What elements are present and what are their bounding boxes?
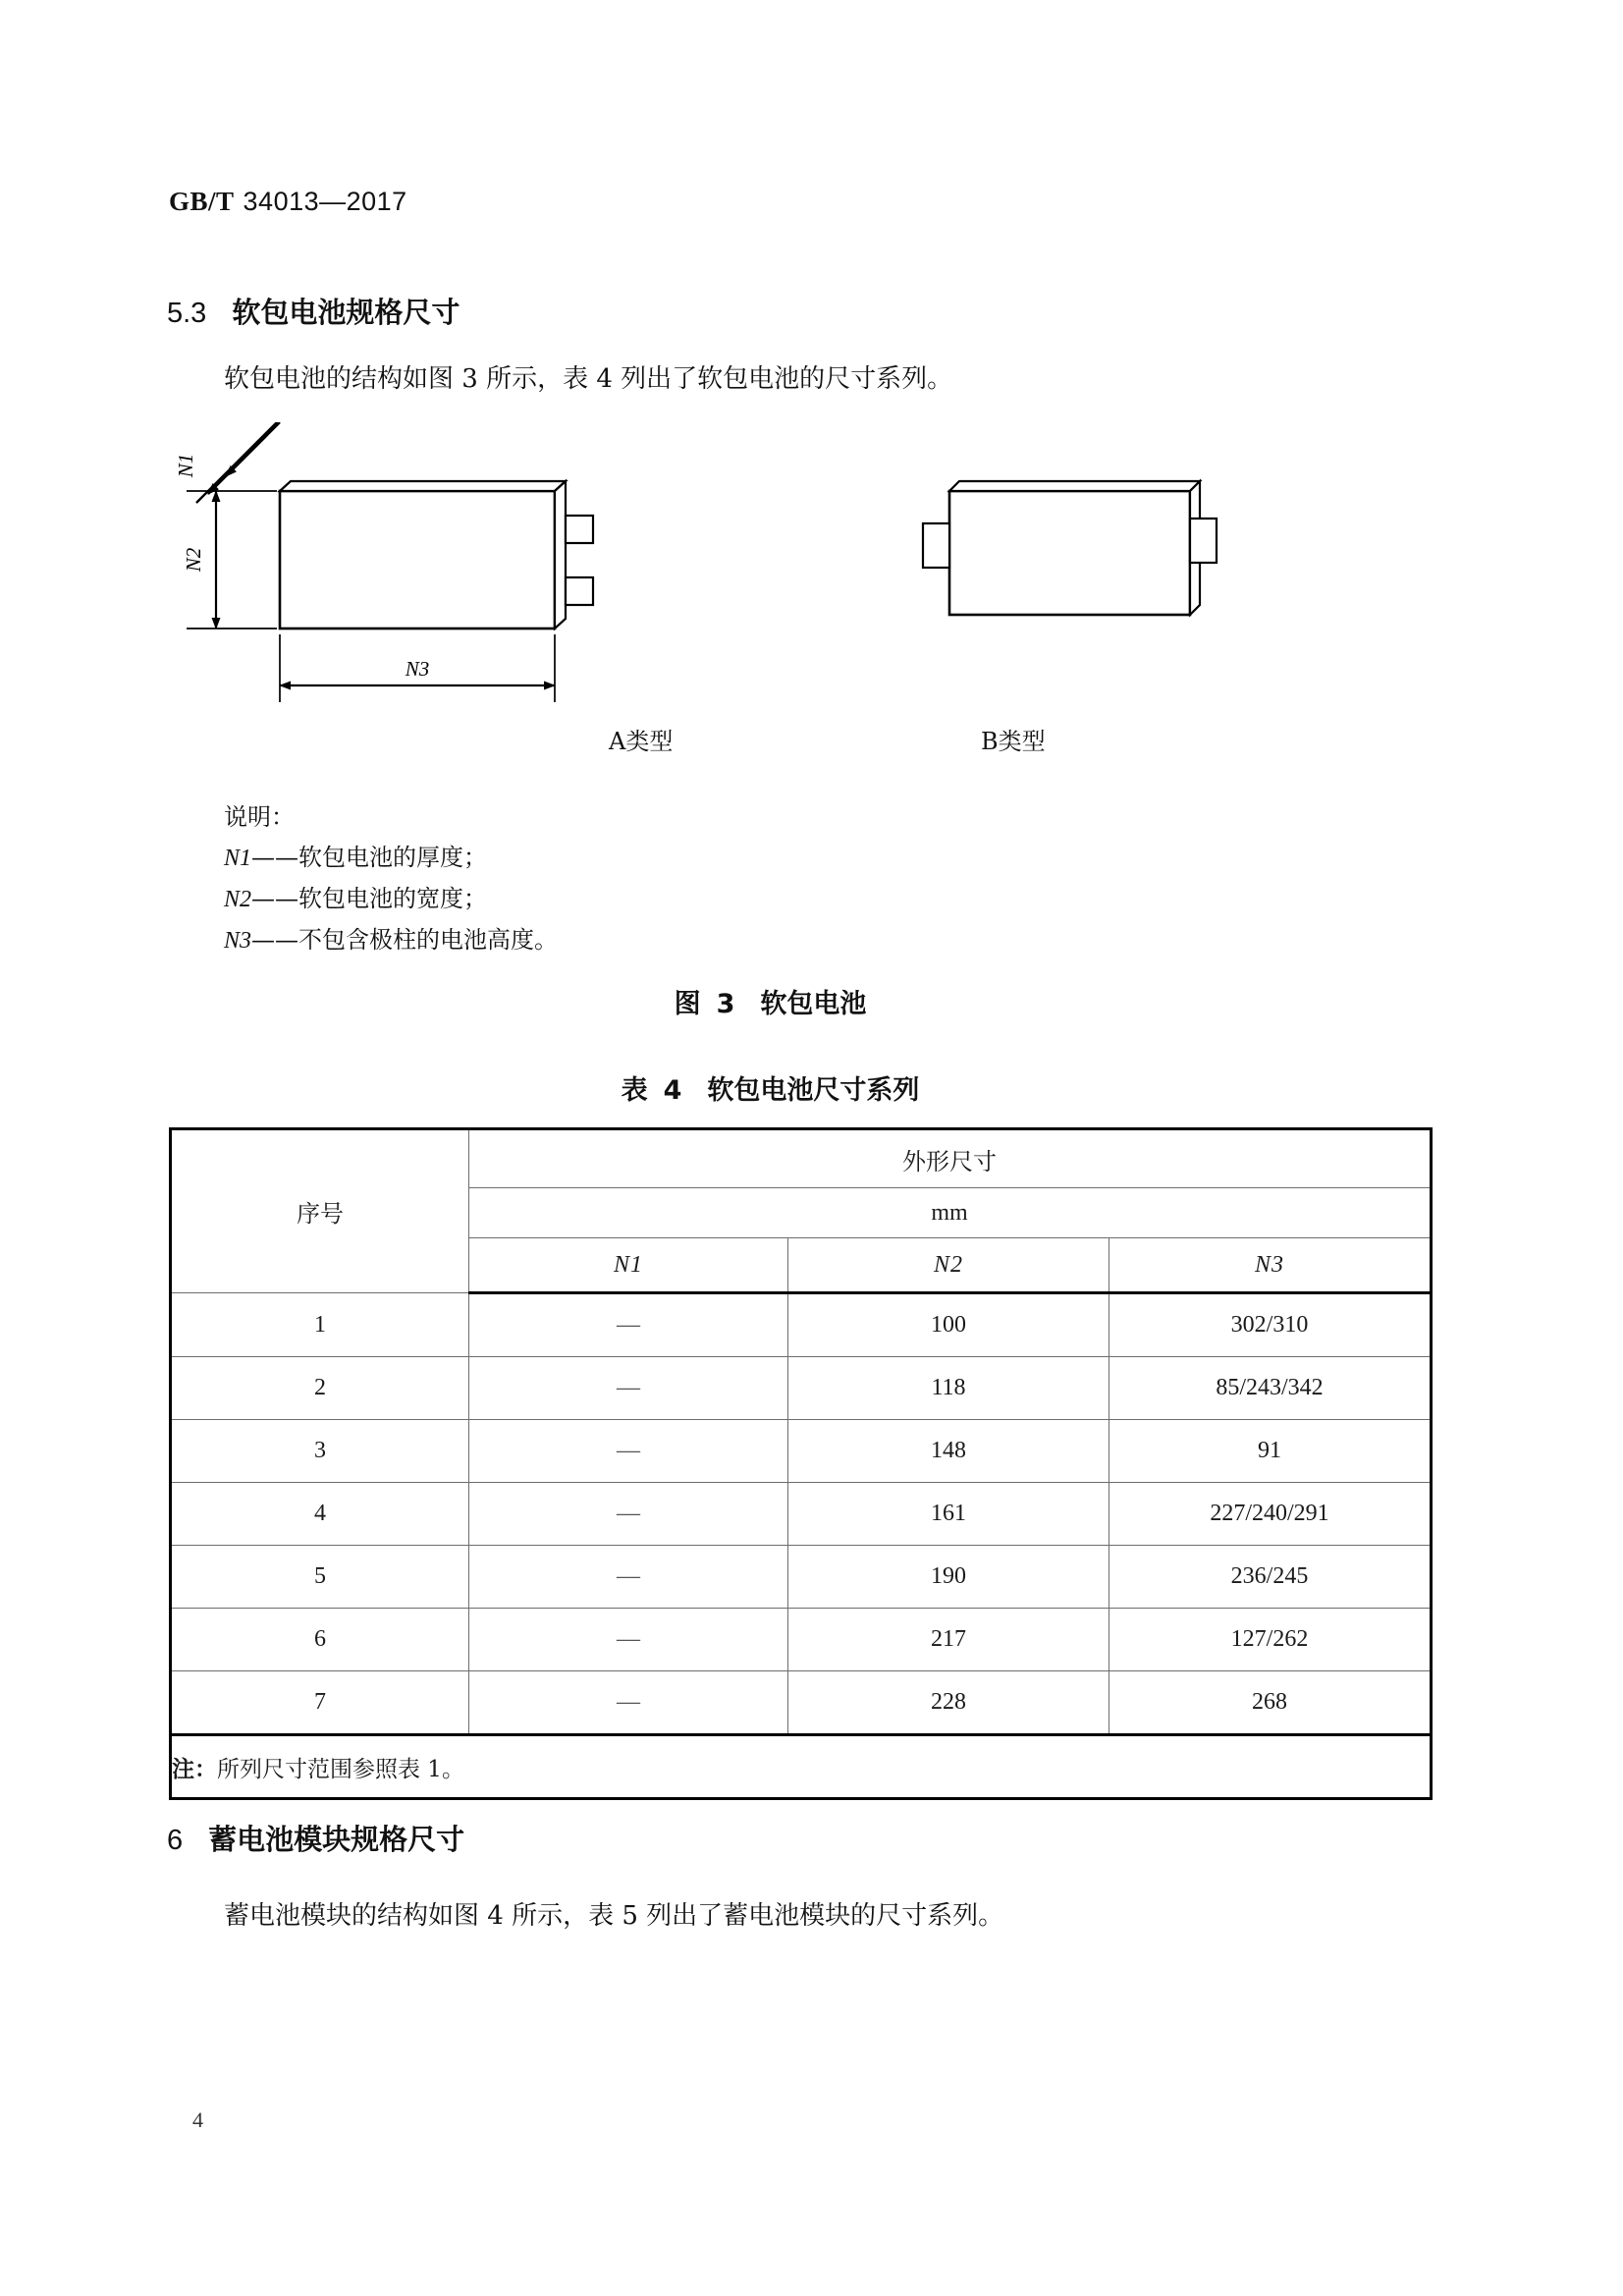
table-row (171, 1609, 1432, 1671)
legend-symbol-n1: N1 (224, 846, 252, 871)
figure-title-text: 软包电池 (760, 989, 867, 1019)
cell-n3: 91 (1109, 1420, 1432, 1483)
legend-symbol-n3: N3 (224, 928, 252, 954)
legend-text-n3: 不包含极柱的电池高度。 (298, 926, 559, 954)
cell-seq: 1 (171, 1293, 469, 1357)
cell-n3: 85/243/342 (1109, 1357, 1432, 1420)
header-cell-seq: 序号 (171, 1129, 469, 1293)
table-note-cell (171, 1735, 1432, 1799)
table-row (171, 1420, 1432, 1483)
battery-a-body (280, 481, 566, 629)
legend-dash-n2: —— (251, 885, 299, 912)
figure-legend (224, 797, 558, 961)
table-title-number: 4 (663, 1075, 682, 1106)
table-row (171, 1671, 1432, 1735)
cell-n3: 227/240/291 (1109, 1483, 1432, 1546)
header-cell-n2: N2 (788, 1238, 1109, 1293)
table-header-row-group (171, 1129, 1432, 1188)
header-cell-unit: mm (469, 1188, 1432, 1238)
table-note-row (171, 1735, 1432, 1799)
dimension-label-n1: N1 (174, 453, 197, 478)
legend-dash-n3: —— (251, 926, 299, 954)
table-4-title (0, 1068, 1582, 1107)
figure-3-title (0, 982, 1582, 1020)
caption-type-a: A类型 (609, 728, 674, 755)
cell-n1: — (469, 1546, 788, 1609)
table-row (171, 1293, 1432, 1357)
cell-seq: 4 (171, 1483, 469, 1546)
cell-n2: 118 (788, 1357, 1109, 1420)
table-note-label: 注： (172, 1756, 217, 1782)
cell-n3: 236/245 (1109, 1546, 1432, 1609)
caption-type-b: B类型 (981, 728, 1046, 755)
figure-title-label: 图 (674, 989, 701, 1019)
table-row (171, 1357, 1432, 1420)
standard-number: 34013—2017 (243, 187, 407, 216)
clause-heading-5-3 (167, 291, 460, 331)
legend-dash-n1: —— (251, 844, 299, 871)
standard-prefix: GB/T (169, 187, 235, 216)
legend-text-n1: 软包电池的厚度； (298, 844, 488, 871)
legend-item-n3 (224, 920, 558, 961)
cell-n2: 217 (788, 1609, 1109, 1671)
cell-n2: 161 (788, 1483, 1109, 1546)
legend-heading: 说明： (224, 803, 295, 831)
table-row (171, 1483, 1432, 1546)
paragraph-6: 蓄电池模块的结构如图 4 所示，表 5 列出了蓄电池模块的尺寸系列。 (224, 1901, 1004, 1931)
clause-title-5-3: 软包电池规格尺寸 (232, 296, 460, 329)
legend-item-n1 (224, 838, 558, 879)
document-header (169, 187, 407, 217)
clause-title-6: 蓄电池模块规格尺寸 (208, 1823, 465, 1856)
page-number: 4 (192, 2107, 203, 2132)
cell-n2: 100 (788, 1293, 1109, 1357)
dimension-label-n2: N2 (182, 547, 205, 573)
cell-n1: — (469, 1357, 788, 1420)
figure-3-drawing (169, 422, 1431, 756)
cell-n1: — (469, 1483, 788, 1546)
battery-a-terminals (566, 516, 593, 605)
header-cell-n1: N1 (469, 1238, 788, 1293)
cell-n1: — (469, 1420, 788, 1483)
cell-seq: 2 (171, 1357, 469, 1420)
table-4 (169, 1127, 1433, 1800)
table-title-label: 表 (621, 1075, 648, 1106)
cell-seq: 3 (171, 1420, 469, 1483)
clause-number-6: 6 (167, 1825, 184, 1856)
header-cell-group: 外形尺寸 (469, 1129, 1432, 1188)
cell-n2: 148 (788, 1420, 1109, 1483)
table-row (171, 1546, 1432, 1609)
cell-n1: — (469, 1609, 788, 1671)
figure-type-captions (169, 722, 1431, 761)
cell-n2: 228 (788, 1671, 1109, 1735)
legend-symbol-n2: N2 (224, 887, 252, 912)
paragraph-5-3: 软包电池的结构如图 3 所示，表 4 列出了软包电池的尺寸系列。 (224, 364, 953, 394)
table-title-text: 软包电池尺寸系列 (707, 1075, 920, 1106)
battery-b-body (949, 481, 1200, 615)
legend-text-n2: 软包电池的宽度； (298, 885, 488, 912)
dimension-label-n3: N3 (405, 657, 430, 681)
cell-n3: 268 (1109, 1671, 1432, 1735)
cell-seq: 7 (171, 1671, 469, 1735)
cell-n1: — (469, 1293, 788, 1357)
cell-n1: — (469, 1671, 788, 1735)
clause-heading-6 (167, 1818, 464, 1858)
clause-number-5-3: 5.3 (167, 298, 207, 329)
cell-seq: 5 (171, 1546, 469, 1609)
legend-item-n2 (224, 879, 558, 920)
header-cell-n3: N3 (1109, 1238, 1432, 1293)
cell-seq: 6 (171, 1609, 469, 1671)
cell-n2: 190 (788, 1546, 1109, 1609)
figure-title-number: 3 (716, 989, 735, 1019)
cell-n3: 127/262 (1109, 1609, 1432, 1671)
cell-n3: 302/310 (1109, 1293, 1432, 1357)
table-note-text: 所列尺寸范围参照表 1。 (217, 1756, 464, 1782)
